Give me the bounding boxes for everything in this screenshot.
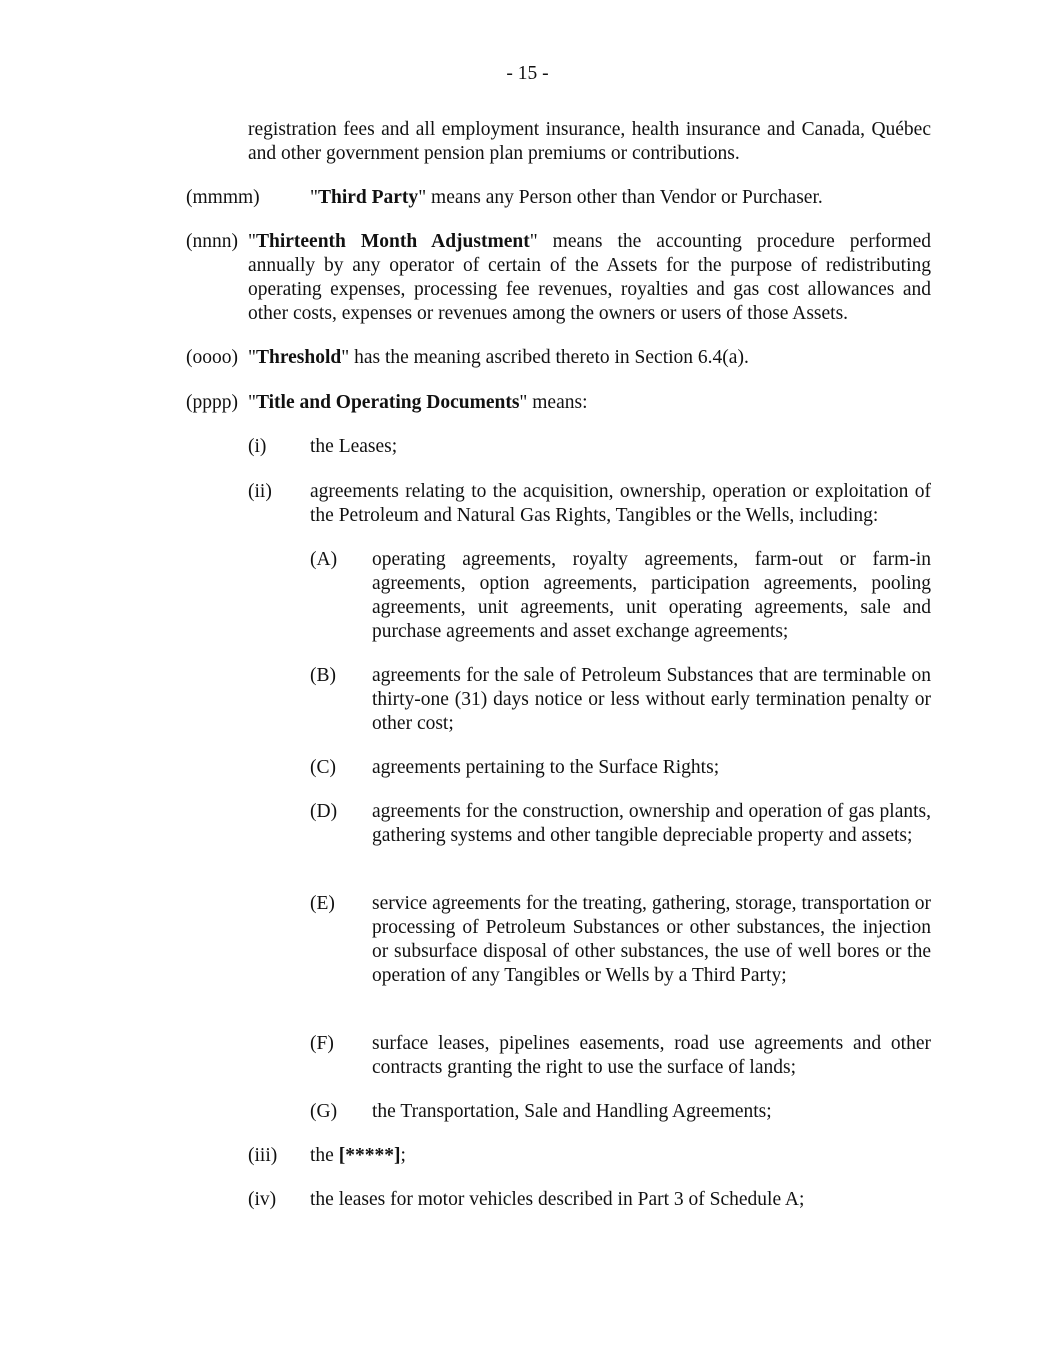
subitem-text: service agreements for the treating, gathering, storage, transportation or processing of Petroleum Substances or other substances, the injection or subsurface disposal of other substances, the use of well bores or the operation of any Tangibles or Wells by a Third Party; [372,893,931,986]
defined-term: Third Party [317,187,419,208]
item-text-post: ; [400,1145,406,1166]
subitem-text: agreements pertaining to the Surface Rights; [372,757,720,778]
definition-text: has the meaning ascribed thereto in Section 6.4(a). [349,347,749,368]
page-number: - 15 - [506,63,549,84]
defined-term: Thirteenth Month Adjustment [255,231,530,252]
definition-body: "Third Party" means any Person other than Vendor or Purchaser. [310,187,823,208]
item-label: (iii) [248,1145,278,1166]
subitem-label: (A) [310,549,338,570]
subitem-text: agreements for the sale of Petroleum Substances that are terminable on thirty-one (31) days notice or less without early termination penalty or other cost; [372,665,931,734]
definition-text: means the accounting procedure performed annually by any operator of certain of the Assets for the purpose of redistributing operating expenses, processing fee revenues, royalties and gas cost allowances and other costs, expenses or revenues among the owners or users of those Assets. [248,231,931,324]
definition-body: "Thirteenth Month Adjustment" means the accounting procedure performed annually by any operator of certain of the Assets for the purpose of redistributing operating expenses, processing fee revenues, royalties and gas cost allowances and other costs, expenses or revenues among the owners or users of those Assets. [248,231,931,324]
subitem-label: (G) [310,1101,338,1122]
subitem-label: (F) [310,1033,334,1054]
item-text [310,1144,931,1168]
subitem-label: (E) [310,893,335,914]
item-text-pre: the [310,1145,339,1166]
definition-body: "Title and Operating Documents" means: [248,392,588,413]
definition-label: (pppp) [186,392,238,413]
definition-label: (nnnn) [186,231,238,252]
subitem-label: (C) [310,757,336,778]
item-text: the leases for motor vehicles described in Part 3 of Schedule A; [310,1189,805,1210]
item-text: agreements relating to the acquisition, ownership, operation or exploitation of the Petroleum and Natural Gas Rights, Tangibles or the Wells, including: [310,481,931,526]
defined-term: Threshold [255,347,342,368]
definition-label: (mmmm) [186,187,260,208]
subitem-text: operating agreements, royalty agreements, farm-out or farm-in agreements, option agreements, participation agreements, pooling agreements, unit agreements, unit operating agreements, sale and purchase agreements and asset exchange agreements; [372,549,931,642]
subitem-label: (D) [310,801,338,822]
definition-text: means any Person other than Vendor or Purchaser. [426,187,823,208]
subitem-text: the Transportation, Sale and Handling Agreements; [372,1101,772,1122]
item-label: (i) [248,436,267,457]
item-label: (iv) [248,1189,277,1210]
definition-body: "Threshold" has the meaning ascribed thereto in Section 6.4(a). [248,347,749,368]
item-text: the Leases; [310,436,398,457]
defined-term: Title and Operating Documents [255,392,520,413]
continuation-paragraph: registration fees and all employment insurance, health insurance and Canada, Québec and other government pension plan premiums or contributions. [248,119,931,164]
subitem-text: agreements for the construction, ownership and operation of gas plants, gathering systems and other tangible depreciable property and assets; [372,801,931,846]
subitem-label: (B) [310,665,336,686]
definition-label: (oooo) [186,347,238,368]
item-label: (ii) [248,481,272,502]
definition-text: means: [527,392,588,413]
subitem-text: surface leases, pipelines easements, road use agreements and other contracts granting the right to use the surface of lands; [372,1033,931,1078]
redacted-text: [*****] [338,1145,401,1166]
